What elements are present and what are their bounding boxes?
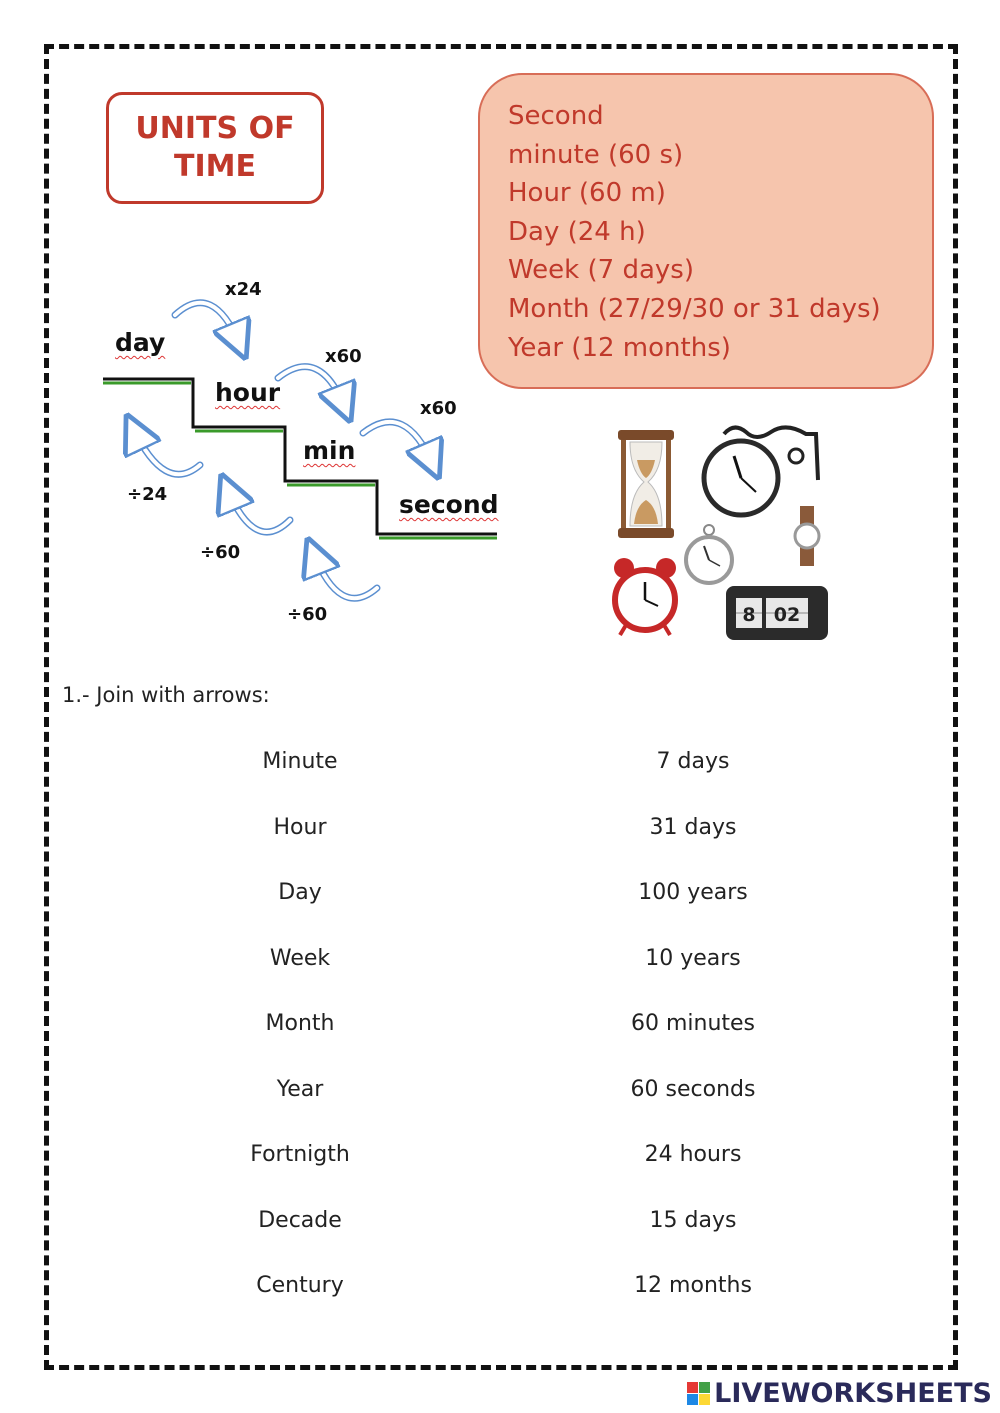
step-label-second: second: [399, 490, 499, 519]
pocket-watch-icon: [686, 525, 732, 583]
title-box: [106, 92, 324, 204]
units-list-box: [478, 73, 934, 389]
match-item-left[interactable]: Hour: [273, 814, 327, 840]
unit-line: Hour (60 m): [508, 178, 666, 209]
match-item-right[interactable]: 7 days: [656, 749, 730, 774]
arrow-divide-icon: [227, 488, 290, 532]
unit-line: Year (12 months): [508, 332, 731, 363]
title-line-2: TIME: [174, 149, 256, 184]
brand-name: LIVEWORKSHEETS: [714, 1378, 992, 1409]
match-item-left[interactable]: Year: [276, 1076, 324, 1102]
match-item-right[interactable]: 31 days: [649, 814, 737, 840]
unit-line: Month (27/29/30 or 31 days): [508, 293, 881, 324]
match-column-left: [150, 742, 450, 1332]
match-item-right[interactable]: 100 years: [638, 880, 748, 905]
op-label-x24: x24: [225, 279, 262, 300]
arrow-multiply-icon: [363, 422, 433, 465]
match-item-left[interactable]: Week: [269, 945, 331, 971]
unit-line: Second: [508, 101, 604, 131]
unit-line: Day (24 h): [508, 216, 646, 247]
step-label-hour: hour: [215, 378, 281, 407]
match-item-left[interactable]: Decade: [258, 1207, 342, 1233]
clock-illustrations: [606, 420, 832, 645]
match-item-right[interactable]: 60 seconds: [630, 1076, 756, 1102]
digital-clock-minute: 02: [773, 604, 801, 626]
match-item-left[interactable]: Minute: [262, 749, 338, 774]
unit-line: minute (60 s): [508, 139, 684, 170]
step-label-day: day: [115, 328, 166, 357]
match-item-left[interactable]: Day: [278, 880, 322, 905]
conversion-staircase: [95, 270, 515, 640]
arrow-divide-icon: [133, 428, 200, 474]
op-label-div60: ÷60: [287, 604, 328, 625]
clocks-drawing: [606, 420, 832, 645]
op-label-x60: x60: [325, 346, 362, 367]
unit-line: Week (7 days): [508, 255, 694, 286]
op-label-x60: x60: [420, 398, 457, 419]
match-column-right: [543, 742, 843, 1332]
match-item-right[interactable]: 10 years: [645, 945, 741, 971]
match-item-left[interactable]: Century: [256, 1273, 344, 1298]
exercise-title: 1.- Join with arrows:: [62, 683, 270, 707]
match-item-right[interactable]: 24 hours: [644, 1142, 742, 1167]
match-item-right[interactable]: 15 days: [649, 1207, 737, 1233]
liveworksheets-logo-icon: [687, 1382, 710, 1405]
arrow-multiply-icon: [278, 367, 345, 408]
title-line-1: UNITS OF: [135, 111, 295, 146]
match-item-left[interactable]: Month: [265, 1011, 335, 1036]
hourglass-icon: [618, 430, 674, 538]
arrow-multiply-icon: [175, 303, 240, 345]
match-item-right[interactable]: 12 months: [634, 1273, 752, 1298]
wristwatch-icon: [795, 506, 819, 566]
match-item-right[interactable]: 60 minutes: [630, 1011, 756, 1036]
wall-clock-icon: [704, 427, 818, 515]
match-item-left[interactable]: Fortnigth: [250, 1142, 350, 1167]
step-label-min: min: [303, 436, 356, 465]
op-label-div60: ÷60: [200, 542, 241, 563]
alarm-clock-icon: [614, 558, 676, 635]
op-label-div24: ÷24: [127, 484, 168, 505]
digital-clock-hour: 8: [742, 604, 756, 626]
digital-clock-icon: [726, 586, 828, 640]
liveworksheets-brand: [687, 1378, 992, 1409]
